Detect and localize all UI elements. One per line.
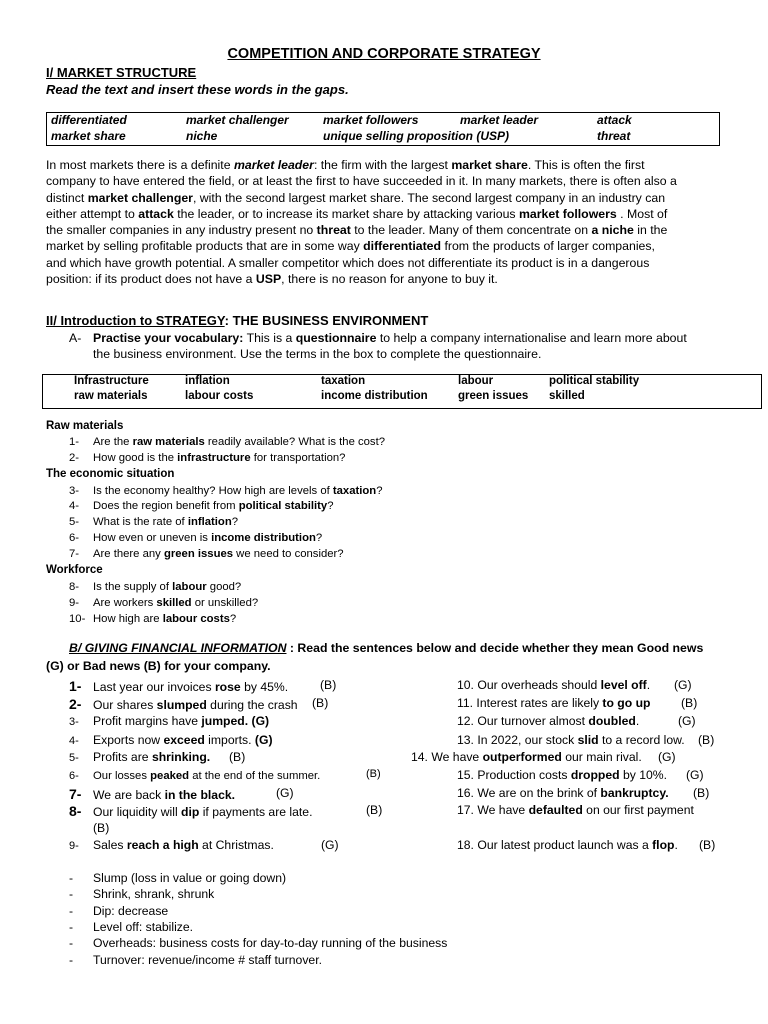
sentence-keyword: exceed: [163, 733, 205, 747]
sentence-text: Exports now: [93, 733, 164, 747]
sentence-number: 5-: [69, 752, 79, 764]
note-text: Slump (loss in value or going down): [93, 871, 287, 885]
financial-sentence: [69, 838, 399, 852]
sentence-text: Our losses: [93, 770, 151, 782]
dash-bullet: -: [69, 936, 74, 950]
sentence-number: 9-: [69, 840, 79, 852]
sentence-keyword: dip: [181, 805, 200, 819]
answer-mark: (G): [658, 750, 676, 764]
word: market followers: [323, 113, 419, 127]
dash-bullet: -: [69, 887, 74, 901]
sentence-text: to a record low.: [598, 733, 685, 747]
section2-heading: II/ Introduction to STRATEGY: THE BUSINESS ENVIRONMENT: [46, 313, 429, 328]
sentence-keyword: jumped.: [201, 714, 249, 728]
question-text: How high are: [93, 613, 163, 625]
page-title: COMPETITION AND CORPORATE STRATEGY: [227, 46, 541, 62]
sentence-text: Our liquidity will: [93, 805, 182, 819]
sentence-text: Our turnover almost: [473, 714, 589, 728]
sentence-text: Sales: [93, 838, 127, 852]
word: skilled: [549, 390, 585, 402]
question-number: 8-: [69, 581, 80, 593]
sentence-number: 15.: [457, 768, 474, 782]
answer-mark: (G): [686, 768, 704, 782]
sentence-text: Profits are: [93, 750, 152, 764]
word: labour costs: [185, 390, 254, 402]
question-answer: labour: [172, 581, 207, 593]
word: differentiated: [51, 113, 127, 127]
word: income distribution: [321, 390, 428, 402]
sentence-keyword: defaulted: [528, 803, 583, 817]
sentence-text: Our latest product launch was a: [473, 838, 653, 852]
financial-sentence: [457, 803, 694, 817]
financial-sentence: [69, 696, 399, 712]
answer-mark: (G): [674, 678, 692, 692]
question-answer: income distribution: [211, 532, 316, 544]
answer-mark: (B): [699, 838, 716, 852]
sentence-keyword: slumped: [156, 698, 207, 712]
answer-mark: (G): [254, 733, 273, 747]
question-item: [69, 532, 322, 544]
sentence-keyword: rose: [214, 680, 241, 694]
question-answer: green issues: [163, 548, 234, 560]
financial-sentence: [69, 768, 399, 782]
sentence-number: 8-: [69, 803, 82, 819]
question-answer: taxation: [332, 485, 377, 497]
word: market leader: [460, 113, 539, 127]
sentence-number: 18.: [457, 838, 474, 852]
sentence-keyword: outperformed: [482, 750, 562, 764]
financial-sentence: [457, 838, 716, 852]
word: labour: [458, 375, 494, 387]
financial-sentence: [457, 714, 696, 728]
section2-a-label: A-: [69, 331, 82, 345]
answer-mark: (B): [229, 750, 246, 764]
answer-mark: (B): [693, 786, 710, 800]
sentence-keyword: level off: [600, 678, 647, 692]
question-item: [69, 516, 238, 528]
note-item: [69, 936, 447, 950]
sentence-keyword: to go up: [602, 696, 651, 710]
sentence-text: during the crash: [206, 698, 298, 712]
sentence-number: 7-: [69, 786, 82, 802]
question-number: 2-: [69, 452, 80, 464]
sentence-number: 12.: [457, 714, 474, 728]
sentence-text: .: [674, 838, 678, 852]
note-item: [69, 920, 193, 934]
financial-sentence: [69, 750, 399, 764]
question-text: ?: [327, 500, 334, 512]
question-number: 4-: [69, 500, 80, 512]
sentence-text: Our overheads should: [473, 678, 601, 692]
answer-mark: (B): [320, 678, 337, 692]
word: inflation: [185, 375, 230, 387]
question-item: [69, 597, 258, 609]
sentence-number: 6-: [69, 770, 79, 782]
sentence-text: We are on the brink of: [473, 786, 601, 800]
sentence-text: if payments are late.: [199, 805, 313, 819]
question-answer: labour costs: [162, 613, 230, 625]
financial-sentence: [457, 733, 715, 747]
question-item: [69, 613, 236, 625]
dash-bullet: -: [69, 871, 74, 885]
question-number: 3-: [69, 485, 80, 497]
sentence-text: at the end of the summer.: [189, 770, 321, 782]
question-answer: infrastructure: [177, 452, 251, 464]
section2-a-line2: the business environment. Use the terms in the box to complete the questionnaire.: [93, 347, 542, 361]
note-text: Dip: decrease: [93, 904, 169, 918]
question-text: for transportation?: [250, 452, 346, 464]
sentence-keyword: flop: [652, 838, 675, 852]
question-text: good?: [206, 581, 242, 593]
question-item: [69, 548, 344, 560]
sentence-keyword: dropped: [570, 768, 620, 782]
financial-sentence: [69, 733, 399, 747]
sentence-number: 16.: [457, 786, 474, 800]
note-item: [69, 953, 322, 967]
sentence-number: 1-: [69, 678, 82, 694]
answer-mark: (G): [251, 714, 270, 728]
dash-bullet: -: [69, 953, 74, 967]
note-text: Shrink, shrank, shrunk: [93, 887, 215, 901]
word: market share: [51, 129, 126, 143]
question-answer: political stability: [238, 500, 328, 512]
question-text: Are there any: [93, 548, 164, 560]
sentence-text: Production costs: [473, 768, 571, 782]
sentence-number: 10.: [457, 678, 474, 692]
section1-heading: I/ MARKET STRUCTURE: [46, 65, 197, 80]
question-text: or unskilled?: [191, 597, 259, 609]
word: taxation: [321, 375, 366, 387]
section3-heading-line2: (G) or Bad news (B) for your company.: [46, 659, 271, 673]
sentence-text: .: [646, 678, 651, 692]
question-text: How even or uneven is: [93, 532, 212, 544]
section3-heading: B/ GIVING FINANCIAL INFORMATION : Read the sentences below and decide whether they mean Good news: [69, 641, 704, 655]
note-item: [69, 887, 214, 901]
question-text: Is the supply of: [93, 581, 173, 593]
financial-sentence: [457, 768, 704, 782]
sentence-number: 11.: [457, 696, 474, 710]
answer-mark: (B): [366, 803, 383, 817]
question-item: [69, 485, 383, 497]
sentence-text: Last year our invoices: [93, 680, 215, 694]
note-text: Level off: stabilize.: [93, 920, 194, 934]
financial-sentence: [69, 803, 399, 819]
sentence-text: by 45%.: [240, 680, 289, 694]
question-text: Does the region benefit from: [93, 500, 239, 512]
sentence-number: 14.: [411, 750, 428, 764]
answer-mark: (B): [681, 696, 698, 710]
sentence-keyword: slid: [577, 733, 599, 747]
answer-mark: (B): [312, 696, 329, 710]
question-number: 10-: [69, 613, 86, 625]
financial-sentence: [457, 678, 692, 692]
word: raw materials: [74, 390, 148, 402]
sentence-text: In 2022, our stock: [473, 733, 578, 747]
word: unique selling proposition (USP): [323, 129, 509, 143]
sentence-text: We have: [473, 803, 529, 817]
sentence-keyword: reach a high: [126, 838, 199, 852]
sentence-text: by 10%.: [619, 768, 668, 782]
answer-mark: (G): [276, 786, 294, 800]
question-text: ?: [231, 516, 239, 528]
sentence-text: Interest rates are likely: [473, 696, 603, 710]
answer-mark: (B): [366, 768, 381, 780]
question-item: [69, 581, 241, 593]
word: political stability: [549, 375, 640, 387]
question-text: Is the economy healthy? How high are levels of: [93, 485, 333, 497]
question-item: [69, 452, 345, 464]
note-text: Overheads: business costs for day-to-day running of the business: [93, 936, 448, 950]
sentence-text: We have: [427, 750, 483, 764]
sentence-number: 2-: [69, 696, 82, 712]
sentence-number: 17.: [457, 803, 474, 817]
sentence-text: on our first payment: [582, 803, 694, 817]
question-number: 9-: [69, 597, 80, 609]
note-item: [69, 871, 286, 885]
sentence-keyword: shrinking.: [151, 750, 211, 764]
sentence-number: 13.: [457, 733, 474, 747]
question-text: ?: [229, 613, 237, 625]
sentence-keyword: bankruptcy.: [600, 786, 669, 800]
question-text: ?: [376, 485, 383, 497]
financial-sentence: [411, 750, 676, 764]
sentence-number: 4-: [69, 735, 79, 747]
section1-instruction: Read the text and insert these words in the gaps.: [46, 82, 349, 97]
dash-bullet: -: [69, 904, 74, 918]
sentence-text: our main rival.: [561, 750, 642, 764]
question-text: How good is the: [93, 452, 178, 464]
question-answer: skilled: [156, 597, 192, 609]
question-number: 6-: [69, 532, 80, 544]
wrap-mark: (B): [93, 821, 110, 835]
question-text: we need to consider?: [233, 548, 344, 560]
sentence-text: at Christmas.: [198, 838, 274, 852]
question-answer: raw materials: [132, 436, 205, 448]
question-text: Are workers: [93, 597, 157, 609]
workforce-heading: Workforce: [46, 564, 103, 576]
sentence-text: We are back: [93, 788, 165, 802]
raw-materials-heading: Raw materials: [46, 420, 124, 432]
question-number: 5-: [69, 516, 80, 528]
sentence-keyword: doubled: [588, 714, 636, 728]
question-number: 7-: [69, 548, 80, 560]
question-text: readily available? What is the cost?: [204, 436, 385, 448]
sentence-number: 3-: [69, 716, 79, 728]
question-item: [69, 500, 334, 512]
sentence-keyword: peaked: [150, 770, 190, 782]
financial-sentence: [457, 696, 698, 710]
word: Infrastructure: [74, 375, 149, 387]
answer-mark: (G): [321, 838, 339, 852]
question-item: [69, 436, 385, 448]
question-number: 1-: [69, 436, 80, 448]
section2-a-line1: Practise your vocabulary: This is a questionnaire to help a company internationalise and learn more about: [93, 331, 687, 345]
sentence-text: imports.: [204, 733, 252, 747]
financial-sentence: [69, 714, 399, 728]
word: threat: [597, 129, 631, 143]
word: green issues: [458, 390, 529, 402]
economic-heading: The economic situation: [46, 468, 175, 480]
sentence-text: Our shares: [93, 698, 157, 712]
financial-sentence: [69, 786, 399, 802]
question-answer: inflation: [187, 516, 232, 528]
note-item: [69, 904, 168, 918]
word: market challenger: [186, 113, 289, 127]
word: niche: [186, 129, 218, 143]
word: attack: [597, 113, 632, 127]
financial-sentence: [457, 786, 710, 800]
sentence-keyword: in the black.: [164, 788, 236, 802]
question-text: Are the: [93, 436, 133, 448]
dash-bullet: -: [69, 920, 74, 934]
answer-mark: (B): [698, 733, 715, 747]
question-text: What is the rate of: [93, 516, 188, 528]
note-text: Turnover: revenue/income # staff turnover.: [93, 953, 322, 967]
sentence-text: Profit margins have: [93, 714, 202, 728]
question-text: ?: [315, 532, 323, 544]
sentence-text: .: [635, 714, 640, 728]
market-paragraph: In most markets there is a definite market leader: the firm with the largest market share. This is often the first company to have entered the field, or at least the first to have succeeded in it. In many markets, there is often also a distinct market challenger, with the second largest market share. The second largest company in an industry can either attempt to attack the leader, or to increase its market share by attacking various market followers . Most of the smaller companies in any industry present no threat to the leader. Many of them concentrate on a niche in the market by selling profitable products that are in some way differentiated from the products of larger companies, and which have growth potential. A smaller competitor which does not differentiate its product is in a dangerous position: if its product does not have a USP, there is no reason for anyone to buy it.: [46, 158, 677, 287]
financial-sentence: [69, 678, 399, 694]
answer-mark: (G): [678, 714, 696, 728]
